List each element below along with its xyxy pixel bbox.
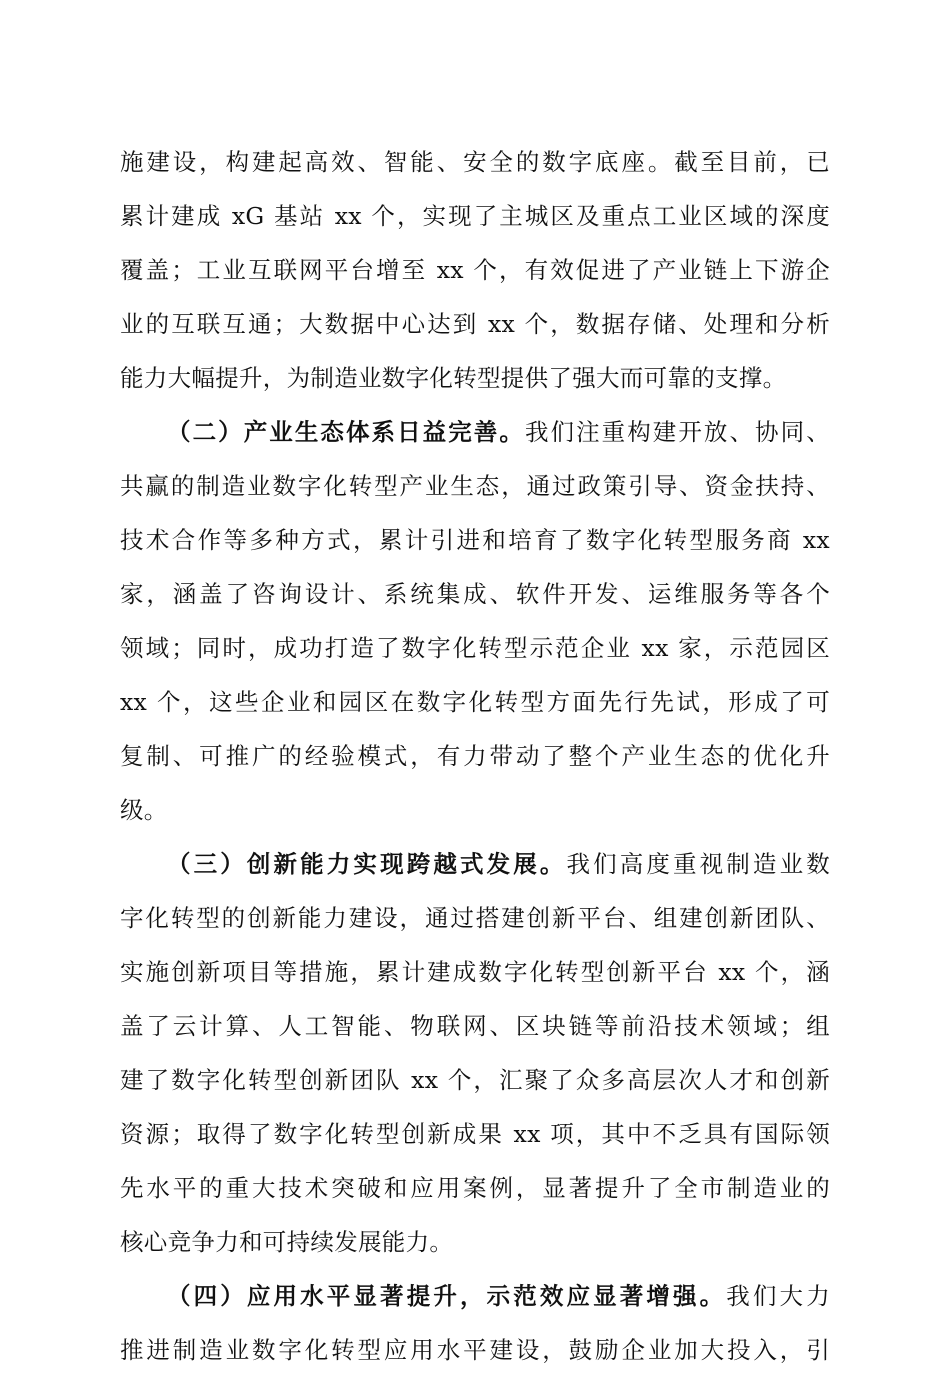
paragraph-innovation	[120, 837, 830, 1269]
text-line	[120, 1269, 830, 1323]
text-line: 累计建成 xG 基站 xx 个，实现了主城区及重点工业区域的深度	[120, 202, 830, 230]
text-line: 能力大幅提升，为制造业数字化转型提供了强大而可靠的支撑。	[120, 364, 787, 392]
section-heading: （二）产业生态体系日益完善。	[167, 418, 525, 446]
text-line: 业的互联互通；大数据中心达到 xx 个，数据存储、处理和分析	[120, 310, 830, 338]
text-line	[120, 405, 830, 459]
text-line: xx 个，这些企业和园区在数字化转型方面先行先试，形成了可	[120, 688, 830, 716]
text-line: 复制、可推广的经验模式，有力带动了整个产业生态的优化升	[120, 742, 830, 770]
text-line: 资源；取得了数字化转型创新成果 xx 项，其中不乏具有国际领	[120, 1120, 830, 1148]
text-line: 字化转型的创新能力建设，通过搭建创新平台、组建创新团队、	[120, 904, 830, 932]
text-line: 建了数字化转型创新团队 xx 个，汇聚了众多高层次人才和创新	[120, 1066, 830, 1094]
section-heading: （四）应用水平显著提升，示范效应显著增强。	[167, 1282, 727, 1310]
text-line: 核心竞争力和可持续发展能力。	[120, 1228, 454, 1256]
text-line: 领域；同时，成功打造了数字化转型示范企业 xx 家，示范园区	[120, 634, 830, 662]
text-line: 家，涵盖了咨询设计、系统集成、软件开发、运维服务等各个	[120, 580, 830, 608]
text-line: 推进制造业数字化转型应用水平建设，鼓励企业加大投入，引	[120, 1336, 830, 1364]
text-line: 实施创新项目等措施，累计建成数字化转型创新平台 xx 个，涵	[120, 958, 830, 986]
text-line: 先水平的重大技术突破和应用案例，显著提升了全市制造业的	[120, 1174, 830, 1202]
paragraph-application	[120, 1269, 830, 1377]
text-line: 盖了云计算、人工智能、物联网、区块链等前沿技术领域；组	[120, 1012, 830, 1040]
section-heading: （三）创新能力实现跨越式发展。	[167, 850, 567, 878]
document-body	[120, 135, 830, 1377]
text-run: 我们大力	[726, 1282, 830, 1310]
text-run: 我们注重构建开放、协同、	[524, 418, 830, 446]
paragraph-infrastructure	[120, 135, 830, 405]
text-line: 级。	[120, 796, 168, 824]
text-line	[120, 837, 830, 891]
text-run: 我们高度重视制造业数	[566, 850, 830, 878]
text-line: 技术合作等多种方式，累计引进和培育了数字化转型服务商 xx	[120, 526, 830, 554]
text-line: 共赢的制造业数字化转型产业生态，通过政策引导、资金扶持、	[120, 472, 830, 500]
text-line: 覆盖；工业互联网平台增至 xx 个，有效促进了产业链上下游企	[120, 256, 830, 284]
paragraph-ecosystem	[120, 405, 830, 837]
text-line: 施建设，构建起高效、智能、安全的数字底座。截至目前，已	[120, 148, 830, 176]
